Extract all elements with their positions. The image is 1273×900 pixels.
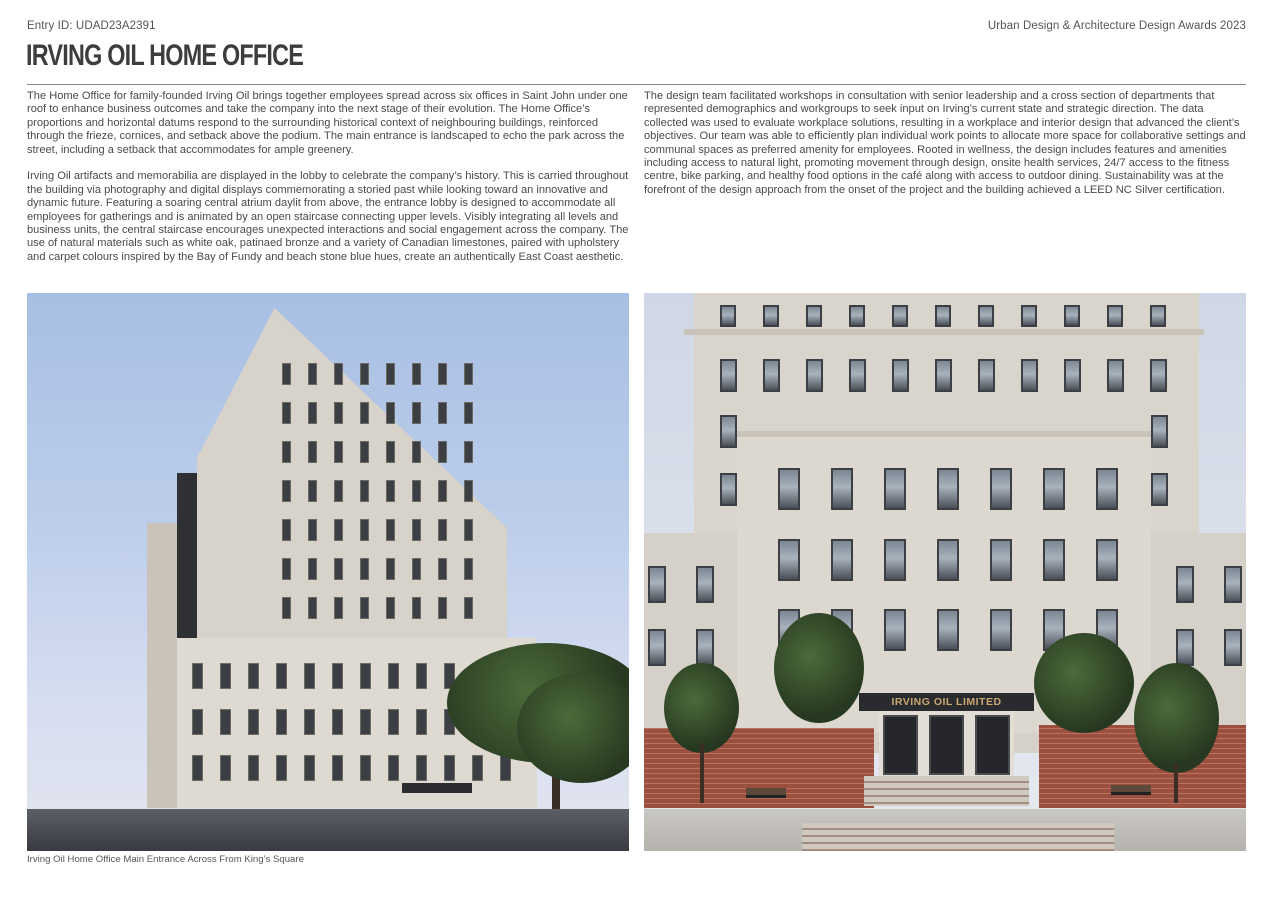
bench (1111, 785, 1151, 795)
photo-front-entrance (644, 293, 1246, 851)
window (778, 468, 800, 510)
window (1176, 629, 1194, 666)
window (696, 629, 714, 666)
window (831, 468, 853, 510)
window (806, 359, 823, 392)
awards-title: Urban Design & Architecture Design Awards 2023 (987, 20, 1246, 32)
window (720, 415, 737, 448)
description-right-column (644, 90, 1246, 211)
window (763, 359, 780, 392)
window (884, 609, 906, 651)
photo-exterior-corner (27, 293, 629, 851)
paragraph: Irving Oil artifacts and memorabilia are displayed in the lobby to celebrate the company’s history. This is carried throughout the building via photography and digital displays commemorating a storied past while looking toward an innovative and dynamic future. Featuring a soaring central atrium daylit from above, the entrance lobby is designed to accommodate all employees for gatherings and is animated by an open staircase connecting upper levels. Visibly integrating all levels and business units, the central staircase encourages unexpected interactions and social engagement across the company. The use of natural materials such as white oak, patinaed bronze and a variety of Canadian limestones, paired with upholstery and carpet colours inspired by the Bay of Fundy and beach stone blue hues, create an authentically East Coast aesthetic. (27, 170, 629, 263)
window (720, 359, 737, 392)
window (1096, 468, 1118, 510)
tree (1134, 663, 1219, 773)
window (1096, 539, 1118, 581)
photo-caption: Irving Oil Home Office Main Entrance Across From King’s Square (27, 854, 304, 865)
window (937, 468, 959, 510)
window (935, 359, 952, 392)
window (935, 305, 951, 327)
paragraph: The Home Office for family-founded Irving Oil brings together employees spread across six offices in Saint John under one roof to enhance business outcomes and take the company into the next stage of their evolution. The Home Office’s proportions and horizontal datums respond to the surrounding historical context of neighbouring buildings, reinforced through the frieze, cornices, and setback above the podium. The main entrance is landscaped to echo the park across the street, including a setback that accommodates for ample greenery. (27, 90, 628, 156)
window (778, 539, 800, 581)
window (937, 609, 959, 651)
window (648, 629, 666, 666)
window (990, 609, 1012, 651)
door (975, 715, 1010, 775)
window (648, 566, 666, 603)
window (990, 539, 1012, 581)
cornice (684, 329, 1204, 335)
window (892, 359, 909, 392)
entrance-signage: IRVING OIL LIMITED (859, 693, 1034, 711)
window (1151, 473, 1168, 506)
entrance-doors (879, 711, 1014, 776)
window (937, 539, 959, 581)
window (696, 566, 714, 603)
door (883, 715, 918, 775)
cornice (732, 431, 1156, 437)
window (1043, 468, 1065, 510)
window (1150, 305, 1166, 327)
window (849, 359, 866, 392)
door (929, 715, 964, 775)
tree (774, 613, 864, 723)
window (720, 473, 737, 506)
window (1021, 359, 1038, 392)
window (763, 305, 779, 327)
window (1043, 539, 1065, 581)
project-title: IRVING OIL HOME OFFICE (26, 39, 304, 72)
window (884, 539, 906, 581)
window (990, 468, 1012, 510)
window (892, 305, 908, 327)
tower-windows (282, 363, 473, 619)
window (978, 359, 995, 392)
entrance-steps (864, 776, 1029, 806)
window (978, 305, 994, 327)
tree (1034, 633, 1134, 733)
window (1224, 566, 1242, 603)
entrance-canopy (402, 783, 472, 793)
plaza-steps (802, 823, 1114, 851)
tree (664, 663, 739, 753)
window (1176, 566, 1194, 603)
description-left-column (27, 90, 629, 278)
window (831, 539, 853, 581)
header-divider (27, 84, 1246, 85)
window (1107, 359, 1124, 392)
window (849, 305, 865, 327)
window (1064, 305, 1080, 327)
tree-trunk (1174, 763, 1178, 803)
window (1224, 629, 1242, 666)
tree-trunk (700, 743, 704, 803)
window (1107, 305, 1123, 327)
window (1064, 359, 1081, 392)
window (1150, 359, 1167, 392)
window (720, 305, 736, 327)
window (1021, 305, 1037, 327)
window (884, 468, 906, 510)
paragraph: The design team facilitated workshops in consultation with senior leadership and a cross section of departments that represented demographics and workgroups to seek input on Irving’s current state and strategic direction. The data collected was used to evaluate workplace solutions, resulting in a workplace and interior design that advanced the client’s objectives. Our team was able to efficiently plan individual work points to allocate more space for collaborative settings and communal spaces as preferred amenity for employees. Rooted in wellness, the design includes features and amenities including access to natural light, promoting movement through design, onsite health services, 24/7 access to the fitness centre, bike parking, and healthy food options in the café along with access to outdoor dining. Sustainability was at the forefront of the design approach from the onset of the project and the building achieved a LEED NC Silver certification. (644, 90, 1246, 196)
window (806, 305, 822, 327)
entry-id: Entry ID: UDAD23A2391 (27, 20, 156, 32)
bench (746, 788, 786, 798)
street (27, 809, 629, 851)
window (1151, 415, 1168, 448)
